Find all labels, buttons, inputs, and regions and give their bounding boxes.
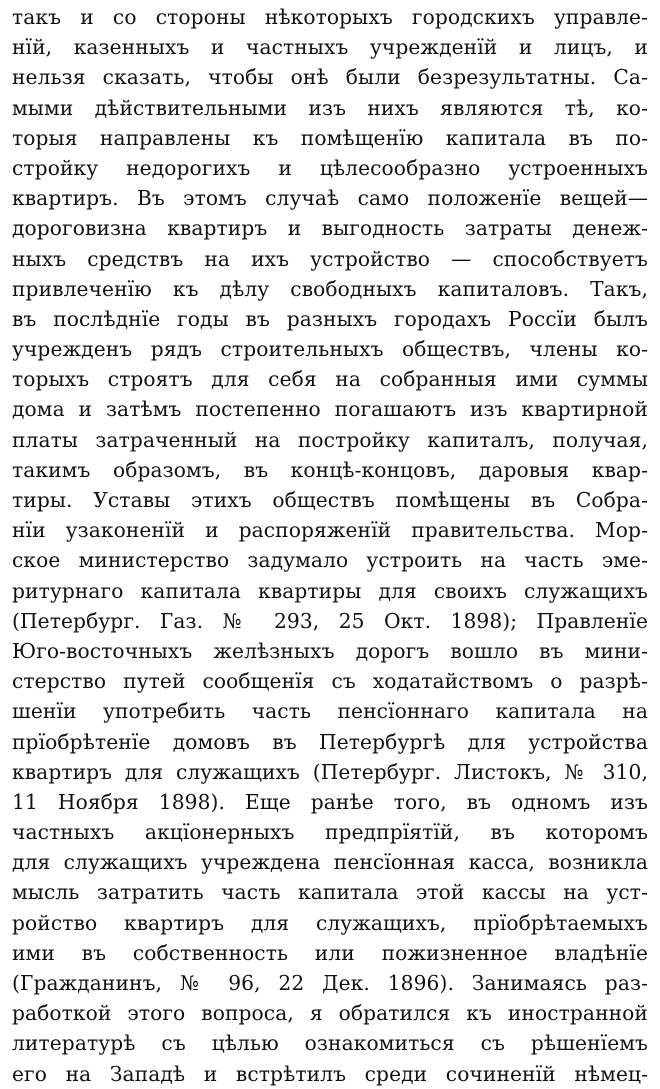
text-line-7: квартиръ. Въ этомъ случаѣ само положенїе вещей— <box>12 186 648 211</box>
text-line-16: такимъ образомъ, въ концѣ-концовъ, даровыя квар- <box>12 457 648 482</box>
text-line-9: ныхъ средствъ на ихъ устройство — способствуетъ <box>12 246 648 271</box>
text-line-15: платы затраченный на постройку капиталъ, получая, <box>12 427 648 452</box>
text-line-28: частныхъ акцїонерныхъ предпрїятїй, въ которомъ <box>12 820 648 845</box>
text-line-35: литературѣ съ цѣлью ознакомиться съ рѣшенїемъ <box>12 1031 648 1056</box>
text-line-23: стерство путей сообщенїя съ ходатайствомъ о разрѣ- <box>12 669 648 694</box>
text-line-26: квартиръ для служащихъ (Петербург. Листокъ, № 310, <box>12 759 648 784</box>
text-line-18: нїи узаконенїй и распоряженїй правительства. Мор- <box>12 518 648 543</box>
text-line-22: Юго-восточныхъ желѣзныхъ дорогъ вошло въ мини- <box>12 638 648 663</box>
text-line-12: учрежденъ рядъ строительныхъ обществъ, члены ко- <box>12 337 648 362</box>
text-line-5: торыя направлены къ помѣщенїю капитала въ по- <box>12 125 648 150</box>
text-line-11: въ послѣднїе годы въ разныхъ городахъ Россїи былъ <box>12 306 648 331</box>
text-line-24: шенїи употребить часть пенсїоннаго капитала на <box>12 699 648 724</box>
text-line-31: ройство квартиръ для служащихъ, прїобрѣтаемыхъ <box>12 910 648 935</box>
text-line-17: тиры. Уставы этихъ обществъ помѣщены въ Собра- <box>12 488 648 512</box>
text-line-6: стройку недорогихъ и цѣлесообразно устроенныхъ <box>12 155 648 180</box>
text-line-33: (Гражданинъ, № 96, 22 Дек. 1896). Занимаясь раз- <box>12 971 648 995</box>
text-line-3: нельзя сказать, чтобы онѣ были безрезультатны. Са- <box>12 65 648 90</box>
text-line-2: нїй, казенныхъ и частныхъ учрежденїй и лицъ, и <box>12 35 648 60</box>
body-text <box>12 2 648 1089</box>
text-line-19: ское министерство задумало устроить на часть эме- <box>12 548 648 573</box>
text-line-25: прїобрѣтенїе домовъ въ Петербургѣ для устройства <box>12 729 648 754</box>
text-line-8: дороговизна квартиръ и выгодность затраты денеж- <box>12 216 648 241</box>
text-line-30: мысль затратить часть капитала этой кассы на уст- <box>12 880 648 905</box>
text-line-27: 11 Ноября 1898). Еще ранѣе того, въ одномъ изъ <box>12 789 648 814</box>
text-line-34: работкой этого вопроса, я обратился къ иностранной <box>12 1001 648 1026</box>
text-line-13: торыхъ строятъ для себя на собранныя ими суммы <box>12 367 648 392</box>
text-line-1: такъ и со стороны нѣкоторыхъ городскихъ управле- <box>12 5 648 29</box>
document-page <box>12 2 648 1089</box>
text-line-21: (Петербург. Газ. № 293, 25 Окт. 1898); Правленїе <box>12 608 648 633</box>
text-line-32: ими въ собственность или пожизненное владѣнїе <box>12 940 648 965</box>
text-line-10: привлеченїю къ дѣлу свободныхъ капиталовъ. Такъ, <box>12 276 648 301</box>
text-line-14: дома и затѣмъ постепенно погашаютъ изъ квартирной <box>12 397 648 422</box>
text-line-4: мыми дѣйствительными изъ нихъ являются тѣ, ко- <box>12 95 648 120</box>
text-line-36: его на Западѣ и встрѣтилъ среди сочиненїй нѣмец- <box>12 1061 648 1086</box>
text-line-29: для служащихъ учреждена пенсїонная касса, возникла <box>12 850 648 875</box>
text-line-20: ритурнаго капитала квартиры для своихъ служащихъ <box>12 578 648 603</box>
